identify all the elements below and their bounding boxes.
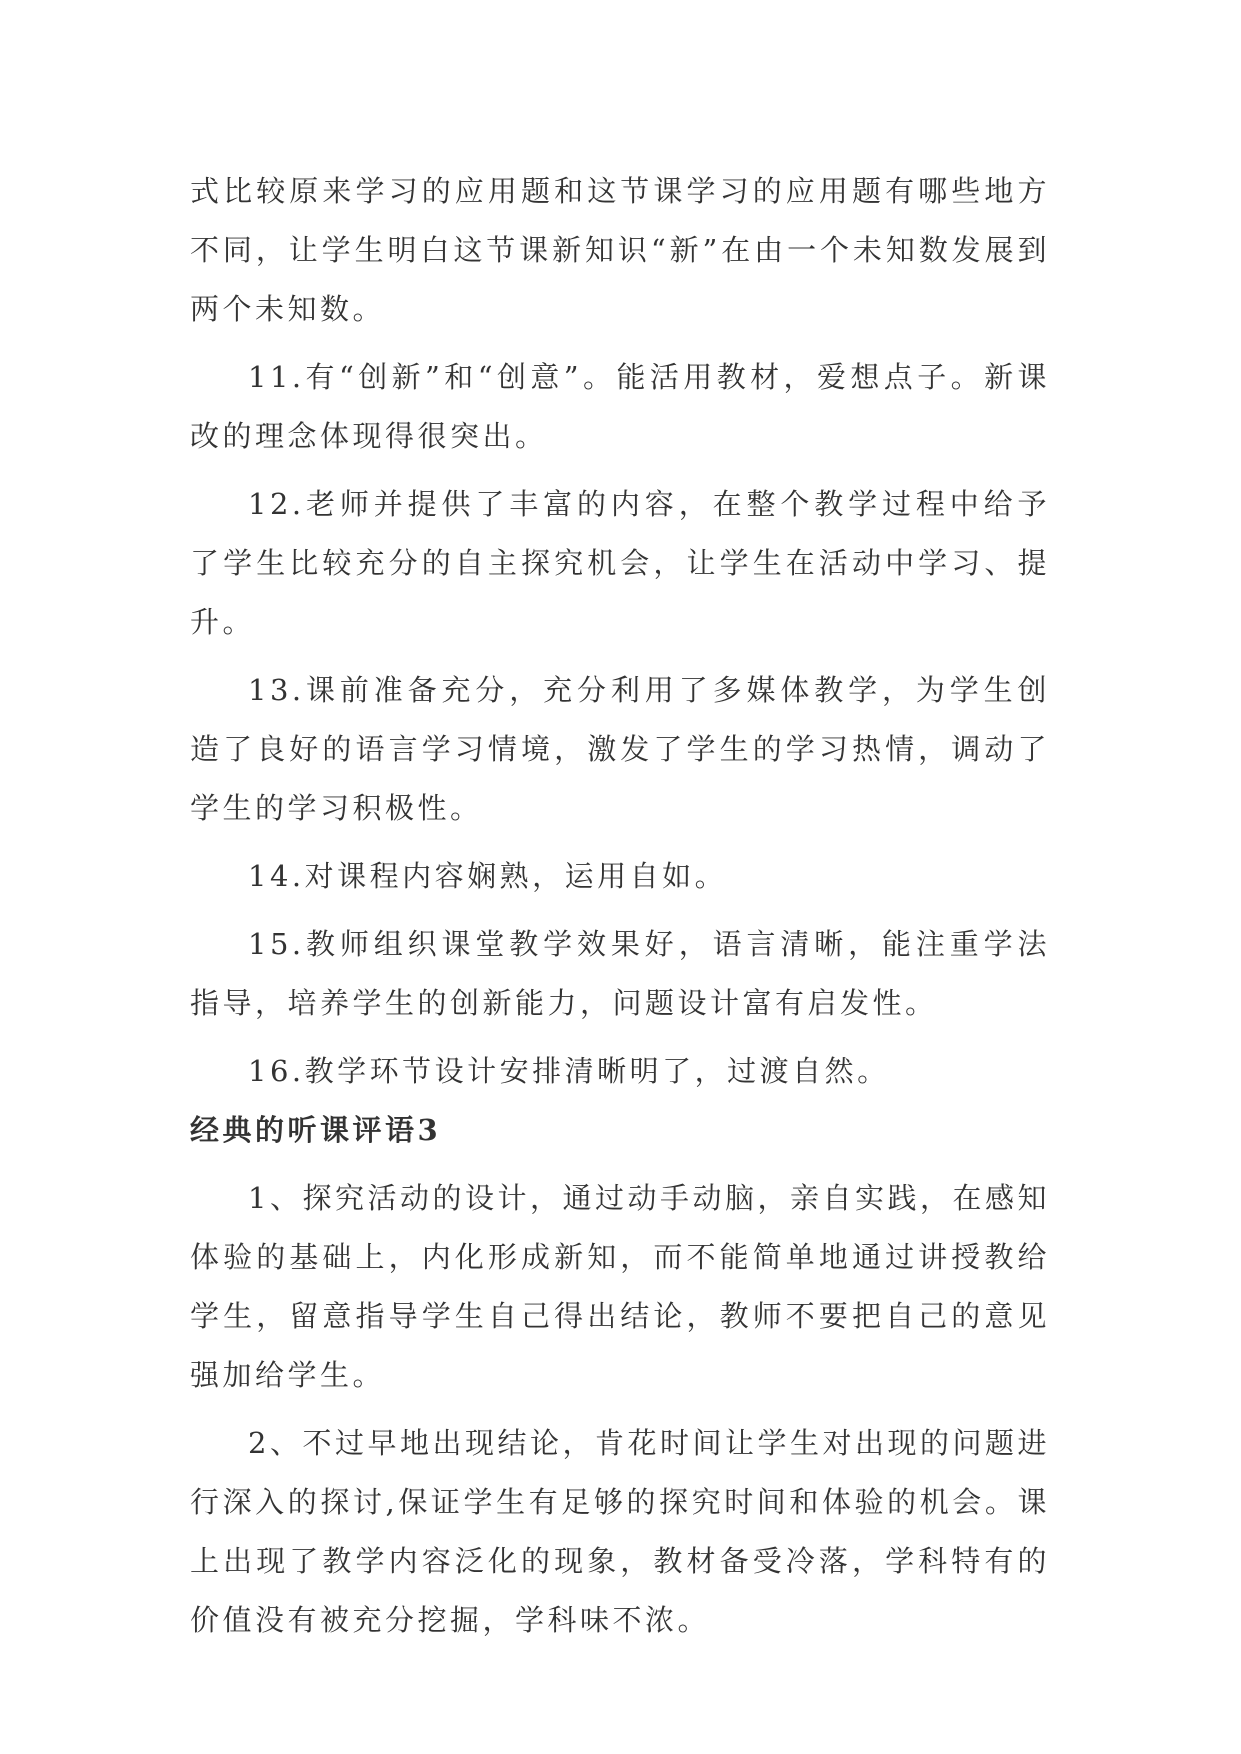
section-comment-2: 2、不过早地出现结论，肯花时间让学生对出现的问题进行深入的探讨,保证学生有足够的探究时间和体验的机会。课上出现了教学内容泛化的现象，教材备受冷落，学科特有的价值没有被充分挖掘，学科味不浓。 xyxy=(190,1426,1050,1637)
section-comment-1: 1、探究活动的设计，通过动手动脑，亲自实践，在感知体验的基础上，内化形成新知，而不能简单地通过讲授教给学生，留意指导学生自己得出结论，教师不要把自己的意见强加给学生。 xyxy=(190,1181,1050,1392)
section-title: 经典的听课评语3 xyxy=(190,1113,442,1147)
comment-15: 15.教师组织课堂教学效果好，语言清晰，能注重学法指导，培养学生的创新能力，问题设计富有启发性。 xyxy=(190,927,1050,1020)
continuation-paragraph: 式比较原来学习的应用题和这节课学习的应用题有哪些地方不同，让学生明白这节课新知识“新”在由一个未知数发展到两个未知数。 xyxy=(190,174,1050,326)
comment-14: 14.对课程内容娴熟，运用自如。 xyxy=(248,859,728,893)
document-page xyxy=(190,162,1050,1650)
comment-12: 12.老师并提供了丰富的内容，在整个教学过程中给予了学生比较充分的自主探究机会，让学生在活动中学习、提升。 xyxy=(190,487,1050,639)
comment-13: 13.课前准备充分，充分利用了多媒体教学，为学生创造了良好的语言学习情境，激发了学生的学习热情，调动了学生的学习积极性。 xyxy=(190,673,1050,825)
comment-16: 16.教学环节设计安排清晰明了，过渡自然。 xyxy=(248,1054,890,1088)
comment-11: 11.有“创新”和“创意”。能活用教材，爱想点子。新课改的理念体现得很突出。 xyxy=(190,360,1050,453)
